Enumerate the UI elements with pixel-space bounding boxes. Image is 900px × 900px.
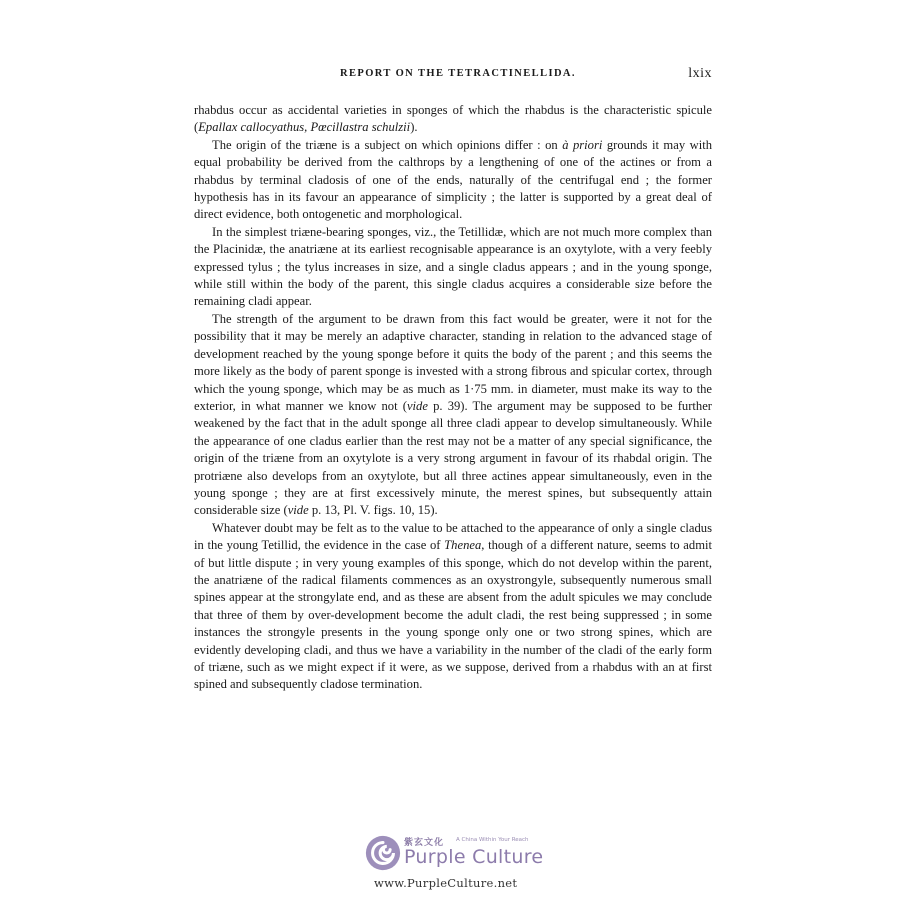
watermark-brand: Purple Culture bbox=[404, 846, 544, 868]
text-run: The strength of the argument to be drawn from this fact would be greater, were it not for the possibility that it may be merely an adaptive character, standing in relation to the advanced stage of development reached by the young sponge before it quits the body of the parent ; and this seems the more likely as the body of parent sponge is invested with a strong fibrous and spicular cortex, through which the young sponge, which may be as much as 1·75 mm. in diameter, must make its way to the exterior, in what manner we know not ( bbox=[194, 311, 712, 413]
text-run: rhabdus occur as accidental varieties in sponges of which the rhabdus is the characteristic spicule ( bbox=[194, 103, 712, 135]
text-run: Whatever doubt may be felt as to the value to be attached to the appearance of only a single cladus in the young Tetillid, the evidence in the case of bbox=[194, 520, 712, 553]
watermark-tagline: A China Within Your Reach bbox=[456, 837, 529, 843]
paragraph bbox=[194, 137, 712, 224]
text-run: p. 13, Pl. V. figs. 10, 15). bbox=[308, 503, 438, 518]
watermark-chinese: 紫玄文化 bbox=[404, 838, 445, 848]
paragraph bbox=[194, 224, 712, 311]
italic-text: Thenea bbox=[444, 538, 482, 553]
page-header bbox=[194, 66, 712, 86]
paragraph bbox=[194, 311, 712, 520]
paragraph bbox=[194, 520, 712, 694]
italic-text: vide bbox=[287, 503, 309, 518]
page-number: lxix bbox=[688, 66, 712, 81]
italic-text: Epallax callocyathus, Pœcillastra schulzii bbox=[198, 120, 411, 135]
text-run: The origin of the triæne is a subject on which opinions differ : on bbox=[212, 137, 563, 152]
text-run: grounds it may with equal probability be derived from the calthrops by a lengthening of one of the actines or from a rhabdus by terminal cladosis of one of the ends, naturally of the centrifugal end ; the former hypothesis has in its favour an appearance of simplicity ; the latter is supported by a great deal of direct evidence, both ontogenetic and morphological. bbox=[194, 137, 712, 222]
text-run: ). bbox=[410, 120, 418, 135]
body-text bbox=[194, 102, 712, 694]
running-head: REPORT ON THE TETRACTINELLIDA. bbox=[340, 68, 576, 79]
text-run: , though of a different nature, seems to admit of but little dispute ; in very young examples of this sponge, which do not develop within the parent, the anatriæne of the radical filaments commences as an oxystrongyle, subsequently numerous small spines appear at the strongylate end, and as these are absent from the adult spicules we may conclude that three of them by over-development become the adult cladi, the rest being suppressed ; in some instances the strongyle presents in the young sponge only one or two strong spines, which are evidently developing cladi, and thus we have a variability in the number of the cladi of the early form of triæne, such as we might expect if it were, as we suppose, derived from a rhabdus with an at first spined and subsequently cladose termination. bbox=[194, 538, 712, 692]
watermark-logo bbox=[364, 832, 564, 890]
purple-culture-logo-icon bbox=[364, 834, 402, 872]
text-run: p. 39). The argument may be supposed to be further weakened by the fact that in the adult sponge all three cladi appear to develop simultaneously. While the appearance of one cladus earlier than the rest may not be a matter of any special significance, the origin of the triæne from an oxytylote is a very strong argument in favour of its rhabdal origin. The protriæne also develops from an oxytylote, but all three actines appear simultaneously, even in the young sponge ; they are at first excessively minute, the merest spines, but subsequently attain considerable size ( bbox=[194, 398, 712, 518]
text-run: In the simplest triæne-bearing sponges, viz., the Tetillidæ, which are not much more complex than the Placinidæ, the anatriæne at its earliest recognisable appearance is an oxytylote, with a very feebly expressed tylus ; the tylus increases in size, and a single cladus appears ; and in the young sponge, while still within the body of the parent, this single cladus acquires a considerable size before the remaining cladi appear. bbox=[194, 224, 712, 309]
italic-text: vide bbox=[406, 398, 428, 413]
watermark-url: www.PurpleCulture.net bbox=[374, 876, 518, 890]
italic-text: à priori bbox=[562, 137, 603, 152]
paragraph bbox=[194, 102, 712, 137]
